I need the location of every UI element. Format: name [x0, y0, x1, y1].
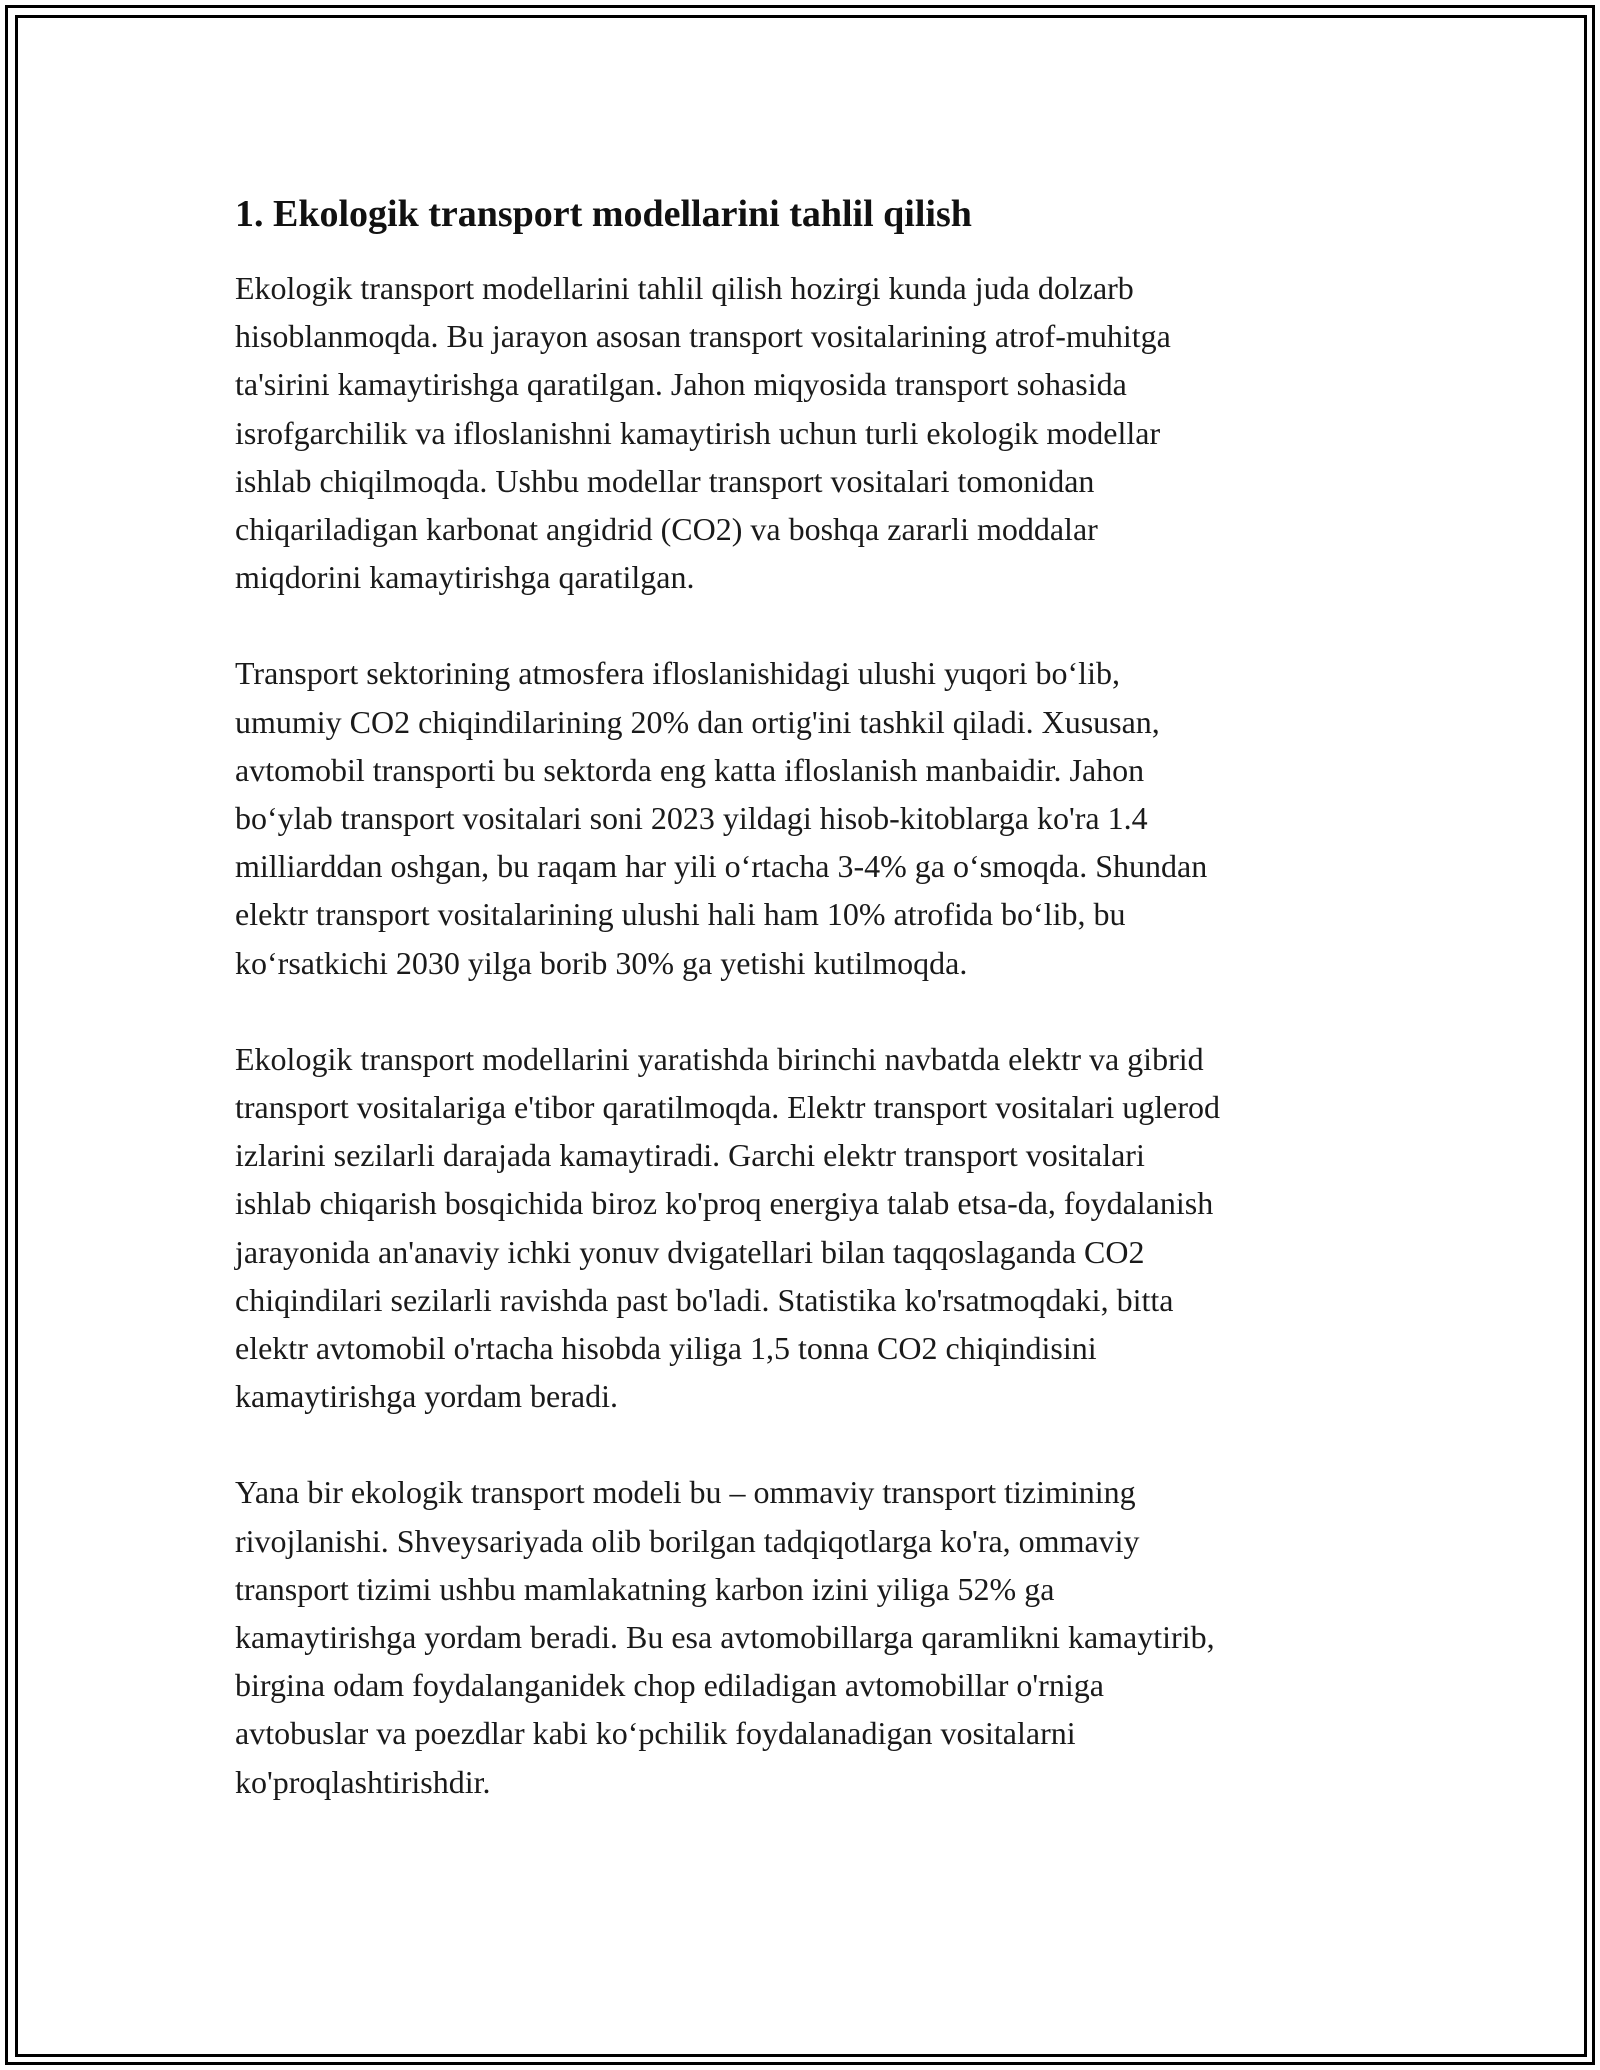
paragraph-line: transport vositalariga e'tibor qaratilmoqda. Elektr transport vositalari uglerod — [235, 1089, 1221, 1126]
paragraph-4 — [235, 1468, 1375, 1805]
paragraph-line: elektr avtomobil o'rtacha hisobda yiliga 1,5 tonna CO2 chiqindisini — [235, 1330, 1097, 1367]
paragraph-line: rivojlanishi. Shveysariyada olib borilgan tadqiqotlarga ko'ra, ommaviy — [235, 1522, 1140, 1559]
paragraph-line: izlarini sezilarli darajada kamaytiradi. Garchi elektr transport vositalari — [235, 1137, 1145, 1174]
paragraph-line: Ekologik transport modellarini yaratishda birinchi navbatda elektr va gibrid — [235, 1040, 1204, 1077]
paragraph-line: kamaytirishga yordam beradi. — [235, 1378, 618, 1415]
paragraph-line: Ekologik transport modellarini tahlil qilish hozirgi kunda juda dolzarb — [235, 270, 1134, 306]
paragraph-3 — [235, 1035, 1375, 1421]
paragraph-line: ta'sirini kamaytirishga qaratilgan. Jahon miqyosida transport sohasida — [235, 366, 1127, 403]
paragraph-line: umumiy CO2 chiqindilarining 20% dan ortig'ini tashkil qiladi. Xususan, — [235, 703, 1160, 740]
paragraph-2 — [235, 649, 1375, 986]
section-heading: 1. Ekologik transport modellarini tahlil qilish — [235, 193, 972, 235]
paragraph-line: hisoblanmoqda. Bu jarayon asosan transport vositalarining atrof-muhitga — [235, 318, 1171, 355]
paragraph-line: ishlab chiqilmoqda. Ushbu modellar transport vositalari tomonidan — [235, 462, 1095, 499]
paragraph-line: chiqindilari sezilarli ravishda past bo'ladi. Statistika ko'rsatmoqdaki, bitta — [235, 1281, 1174, 1318]
paragraph-line: chiqariladigan karbonat angidrid (CO2) va boshqa zararli moddalar — [235, 511, 1098, 548]
paragraph-1 — [235, 264, 1375, 601]
paragraph-line: transport tizimi ushbu mamlakatning karbon izini yiliga 52% ga — [235, 1570, 1055, 1607]
paragraph-line: Transport sektorining atmosfera ifloslanishidagi ulushi yuqori bo‘lib, — [235, 655, 1120, 692]
paragraph-line: Yana bir ekologik transport modeli bu – ommaviy transport tizimining — [235, 1474, 1136, 1511]
paragraph-line: milliarddan oshgan, bu raqam har yili o‘rtacha 3-4% ga o‘smoqda. Shundan — [235, 848, 1208, 885]
paragraph-line: ko‘rsatkichi 2030 yilga borib 30% ga yetishi kutilmoqda. — [235, 944, 968, 981]
paragraph-line: avtobuslar va poezdlar kabi ko‘pchilik foydalanadigan vositalarni — [235, 1715, 1076, 1752]
paragraph-line: isrofgarchilik va ifloslanishni kamaytirish uchun turli ekologik modellar — [235, 414, 1161, 451]
paragraph-line: bo‘ylab transport vositalari soni 2023 yildagi hisob-kitoblarga ko'ra 1.4 — [235, 800, 1148, 837]
paragraph-line: miqdorini kamaytirishga qaratilgan. — [235, 559, 695, 596]
paragraph-line: elektr transport vositalarining ulushi hali ham 10% atrofida bo‘lib, bu — [235, 896, 1126, 933]
document-body — [235, 188, 1375, 1854]
paragraph-line: ko'proqlashtirishdir. — [235, 1763, 491, 1800]
paragraph-line: avtomobil transporti bu sektorda eng katta ifloslanish manbaidir. Jahon — [235, 751, 1145, 788]
paragraph-line: ishlab chiqarish bosqichida biroz ko'proq energiya talab etsa-da, foydalanish — [235, 1185, 1214, 1222]
paragraph-line: jarayonida an'anaviy ichki yonuv dvigatellari bilan taqqoslaganda CO2 — [235, 1233, 1145, 1270]
paragraph-line: kamaytirishga yordam beradi. Bu esa avtomobillarga qaramlikni kamaytirib, — [235, 1619, 1215, 1656]
paragraph-line: birgina odam foydalanganidek chop ediladigan avtomobillar o'rniga — [235, 1667, 1104, 1704]
